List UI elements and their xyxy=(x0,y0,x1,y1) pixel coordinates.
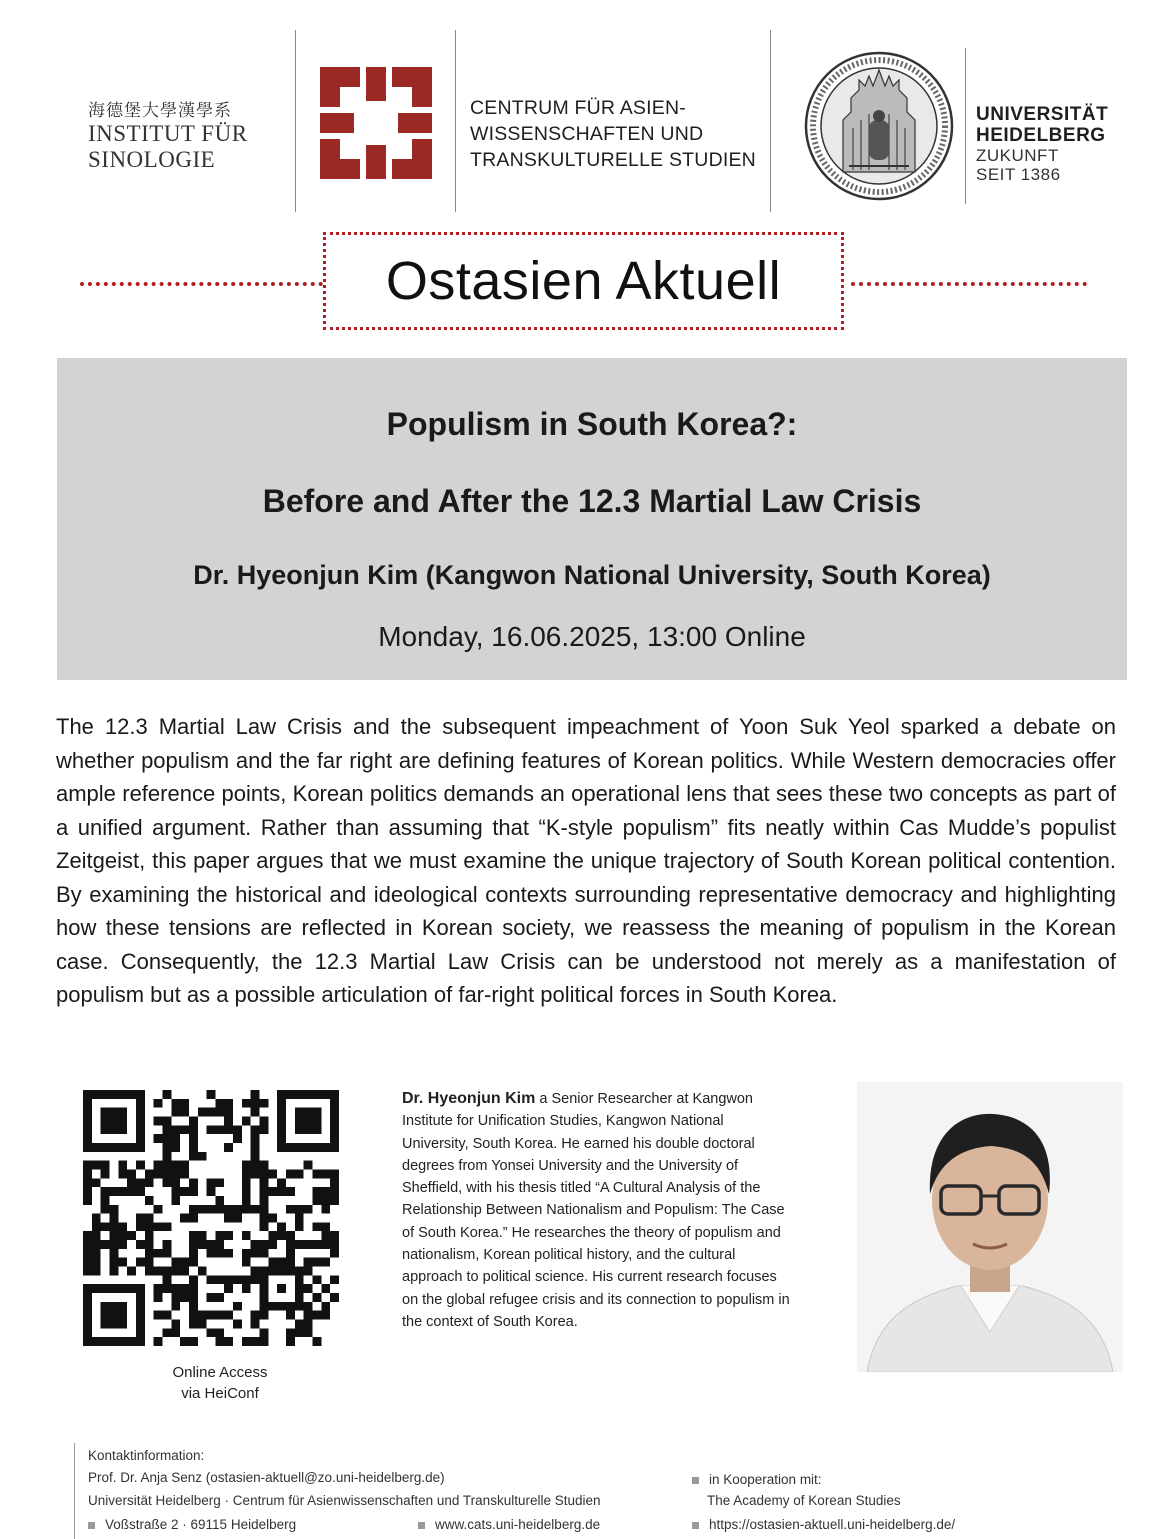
footer-address xyxy=(88,1516,296,1534)
footer-divider xyxy=(74,1443,75,1539)
university-name xyxy=(976,104,1108,146)
footer-coop-label: in Kooperation mit: xyxy=(709,1472,822,1487)
speaker-photo xyxy=(857,1082,1123,1372)
banner-title: Ostasien Aktuell xyxy=(385,251,782,311)
header-divider xyxy=(965,48,966,204)
event-title-line1: Populism in South Korea?: xyxy=(386,406,798,442)
footer-institution: Universität Heidelberg · Centrum für Asienwissenschaften und Transkulturelle Studien xyxy=(88,1493,601,1508)
cats-name-line3: TRANSKULTURELLE STUDIEN xyxy=(470,149,756,171)
event-datetime: Monday, 16.06.2025, 13:00 Online xyxy=(378,621,806,652)
footer-event-url-link[interactable]: https://ostasien-aktuell.uni-heidelberg.de/ xyxy=(709,1517,956,1532)
footer-contact-person[interactable]: Prof. Dr. Anja Senz (ostasien-aktuell@zo.uni-heidelberg.de) xyxy=(88,1470,445,1485)
footer-address-text: Voßstraße 2 · 69115 Heidelberg xyxy=(105,1517,297,1532)
cats-name xyxy=(470,95,756,173)
header-divider xyxy=(295,30,296,212)
cats-logo xyxy=(320,67,432,179)
header-divider xyxy=(455,30,456,212)
header-divider xyxy=(770,30,771,212)
bio-text: a Senior Researcher at Kangwon Institute for Unification Studies, Kangwon National University, South Korea. He earned his double doctoral degrees from Yonsei University and the University of Sheffield, with his thesis titled “A Cultural Analysis of the Relationship Between Nationalism and Populism: The Case of South Korea.” He researches the theory of populism and nationalism, Korean political history, and the cultural approach to political science. His current research focuses on the global refugee crisis and its connection to populism in the context of South Korea. xyxy=(402,1091,790,1330)
event-title-panel xyxy=(57,358,1127,680)
bio-speaker-name: Dr. Hyeonjun Kim xyxy=(402,1090,536,1107)
university-seal-icon xyxy=(803,50,955,202)
banner-box xyxy=(323,232,844,330)
speaker-portrait-icon xyxy=(857,1082,1123,1372)
footer-event-url[interactable] xyxy=(692,1516,955,1534)
footer-coop-partner: The Academy of Korean Studies xyxy=(707,1493,901,1508)
banner-dotted-line-left xyxy=(80,282,323,286)
bullet-icon xyxy=(692,1477,699,1484)
qr-code[interactable] xyxy=(83,1090,339,1346)
bullet-icon xyxy=(88,1522,95,1529)
university-name-line1: UNIVERSITÄT xyxy=(976,104,1109,125)
university-tagline xyxy=(976,146,1061,184)
event-title-line2: Before and After the 12.3 Martial Law Crisis xyxy=(262,483,922,519)
sinology-name-line2: SINOLOGIE xyxy=(88,147,216,172)
bullet-icon xyxy=(692,1522,699,1529)
event-speaker: Dr. Hyeonjun Kim (Kangwon National University, South Korea) xyxy=(193,560,991,590)
footer-website[interactable] xyxy=(418,1516,600,1534)
sinology-name-line1: INSTITUT FÜR xyxy=(88,121,248,146)
footer-contact-label: Kontaktinformation: xyxy=(88,1448,205,1463)
qr-caption-line1: Online Access xyxy=(172,1364,268,1381)
qr-caption-line2: via HeiConf xyxy=(181,1385,259,1402)
bullet-icon xyxy=(418,1522,425,1529)
abstract-text: The 12.3 Martial Law Crisis and the subsequent impeachment of Yoon Suk Yeol sparked a debate on whether populism and the far right are defining features of Korean politics. While Western democracies offer ample reference points, Korean politics demands an operational lens that sees these two concepts as part of a unified argument. Rather than assuming that “K-style populism” fits neatly within Cas Mudde’s populist Zeitgeist, this paper argues that we must examine the unique trajectory of South Korean political contention. By examining the historical and ideological contexts surrounding representative democracy and highlighting how these tensions are reflected in Korean society, we reassess the meaning of populism in the Korean case. Consequently, the 12.3 Martial Law Crisis can be understood not merely as a manifestation of populism but as a possible articulation of far-right political forces in South Korea. xyxy=(56,714,1116,1007)
cats-name-line2: WISSENSCHAFTEN UND xyxy=(470,123,704,145)
university-tagline-line2: SEIT 1386 xyxy=(976,165,1061,184)
speaker-bio xyxy=(402,1088,794,1333)
university-tagline-line1: ZUKUNFT xyxy=(976,146,1059,165)
cats-name-line1: CENTRUM FÜR ASIEN- xyxy=(470,97,686,119)
footer-cooperation xyxy=(692,1471,822,1489)
footer-website-link[interactable]: www.cats.uni-heidelberg.de xyxy=(435,1517,601,1532)
sinology-chinese-name: 海德堡大學漢學系 xyxy=(88,101,232,121)
banner-dotted-line-right xyxy=(851,282,1087,286)
university-name-line2: HEIDELBERG xyxy=(976,125,1106,146)
qr-caption xyxy=(130,1362,310,1404)
